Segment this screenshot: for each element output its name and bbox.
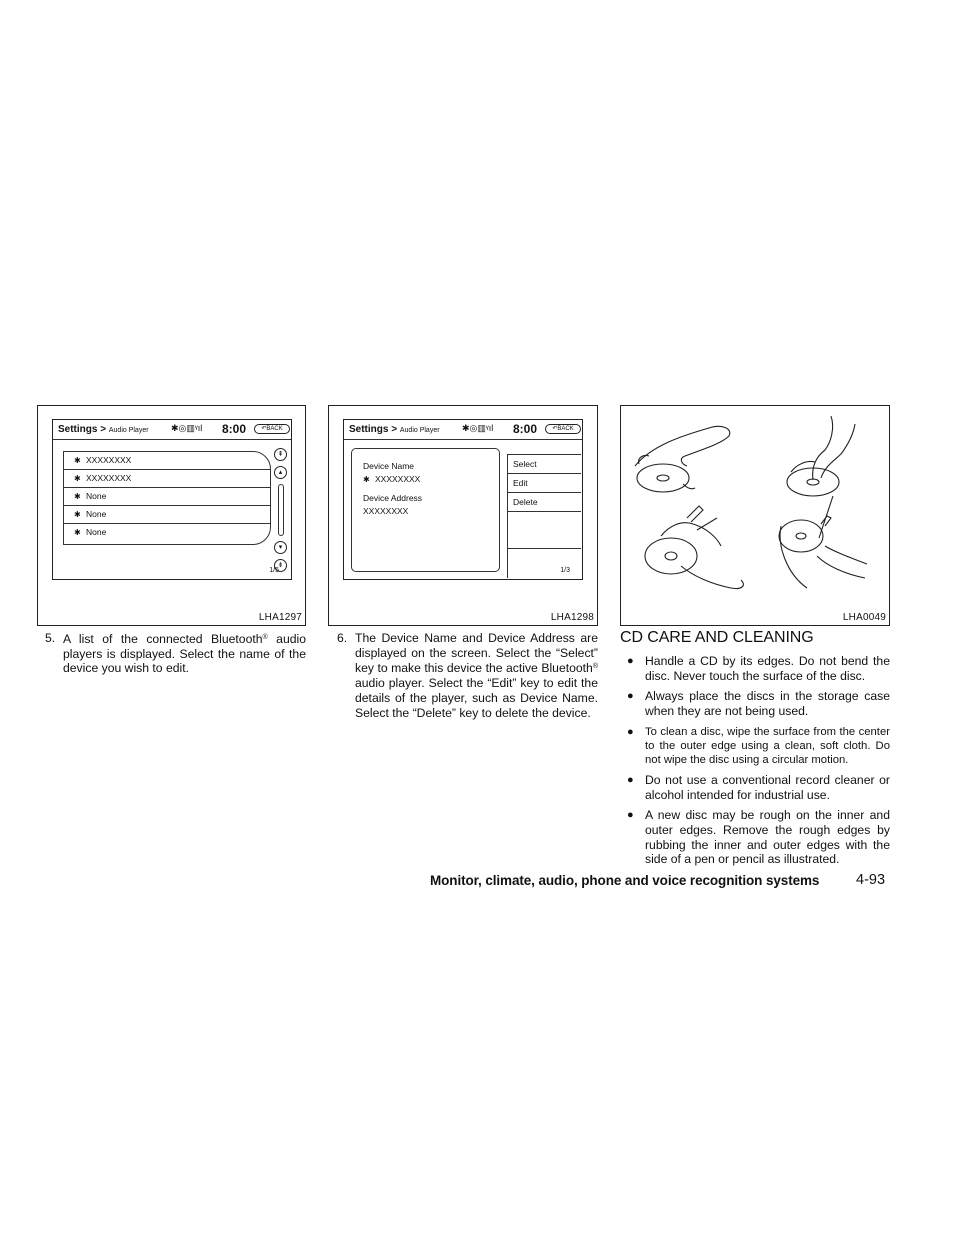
step-text: The Device Name and Device Address are displayed on the screen. Select the “Select” key to make this device the active Bluetooth® audio player. Select the “Edit” key to edit the details of the player, such as Device Name. Select the “Delete” key to delete the device. [355,631,598,720]
list-item[interactable]: ✱ None [64,488,270,506]
bullet-icon: ● [627,690,634,703]
scroll-down-icon[interactable]: ▾ [274,541,287,554]
step-5 [45,631,306,676]
delete-button[interactable]: Delete [508,492,581,511]
page-down-icon[interactable]: ⇟ [274,559,287,572]
menu-empty-row [508,511,581,549]
list-item[interactable]: ✱ None [64,524,270,542]
edit-button[interactable]: Edit [508,473,581,492]
clock: 8:00 [513,422,538,436]
scroll-sidebar [274,448,288,572]
device-address-value: XXXXXXXX [363,506,409,516]
device-address-label: Device Address [363,493,423,503]
cd-disc-icon [645,538,697,574]
select-button[interactable]: Select [508,454,581,473]
scroll-up-icon[interactable]: ▴ [274,466,287,479]
bullet-icon: ● [627,809,634,822]
footer-section-title: Monitor, climate, audio, phone and voice recognition systems [430,873,820,888]
bluetooth-icon: ✱ [74,528,81,537]
figure-label: LHA0049 [842,612,886,623]
bullet-icon: ● [627,773,634,786]
screen-header [53,420,291,440]
status-icons: ✱◎▥ᵞıl [171,423,203,433]
figure-label: LHA1297 [258,612,302,623]
bullet-item: ● Do not use a conventional record cleaner or alcohol intended for industrial use. [627,772,890,802]
cd-handling-illustration [621,406,889,611]
cd-care-bullets [627,654,890,873]
step-text: A list of the connected Bluetooth® audio players is displayed. Select the name of the device you wish to edit. [63,632,306,676]
bluetooth-icon: ✱ [74,456,81,465]
device-name-label: Device Name [363,461,415,471]
step-number: 6. [337,631,348,645]
bluetooth-icon: ✱ [74,492,81,501]
list-item[interactable]: ✱ XXXXXXXX [64,470,270,488]
bluetooth-icon: ✱ [363,475,370,484]
device-name-value: ✱ XXXXXXXX [363,474,421,484]
bullet-item: ● Handle a CD by its edges. Do not bend the disc. Never touch the surface of the disc. [627,654,890,683]
figure-lha0049 [620,405,890,626]
screen-title: Settings > Audio Player [58,424,149,435]
bullet-item: ● A new disc may be rough on the inner and outer edges. Remove the rough edges by rubbing the inner and outer edges with the side of a pen or pencil as illustrated. [627,808,890,867]
figure-lha1298 [328,405,598,626]
cd-disc-icon [779,520,823,552]
page-indicator: 1/5 [269,567,279,574]
cd-disc-icon [637,464,689,492]
device-list [63,451,271,545]
bullet-icon: ● [627,725,634,738]
section-heading: CD CARE AND CLEANING [620,629,814,646]
page-indicator: 1/3 [560,567,570,574]
bullet-item: ● Always place the discs in the storage case when they are not being used. [627,689,890,719]
screen-header [344,420,582,440]
clock: 8:00 [222,422,247,436]
figure-label: LHA1298 [550,612,594,623]
device-info-panel [351,448,500,572]
page-number: 4-93 [856,872,886,888]
device-detail-screen [343,419,583,580]
status-icons: ✱◎▥ᵞıl [462,423,494,433]
back-button[interactable]: ↶BACK [254,424,290,434]
step-number: 5. [45,631,56,645]
bullet-icon: ● [627,655,634,667]
audio-player-list-screen [52,419,292,580]
bullet-item: ● To clean a disc, wipe the surface from the center to the outer edge using a clean, soft cloth. Do not wipe the disc using a circular motion. [627,725,890,766]
scrollbar[interactable] [278,484,284,536]
list-item[interactable]: ✱ XXXXXXXX [64,452,270,470]
device-menu [507,454,581,578]
page-up-icon[interactable]: ⇞ [274,448,287,461]
back-button[interactable]: ↶BACK [545,424,581,434]
figure-lha1297 [37,405,306,626]
screen-title: Settings > Audio Player [349,424,440,435]
bluetooth-icon: ✱ [74,474,81,483]
bluetooth-icon: ✱ [74,510,81,519]
step-6 [337,631,598,720]
list-item[interactable]: ✱ None [64,506,270,524]
